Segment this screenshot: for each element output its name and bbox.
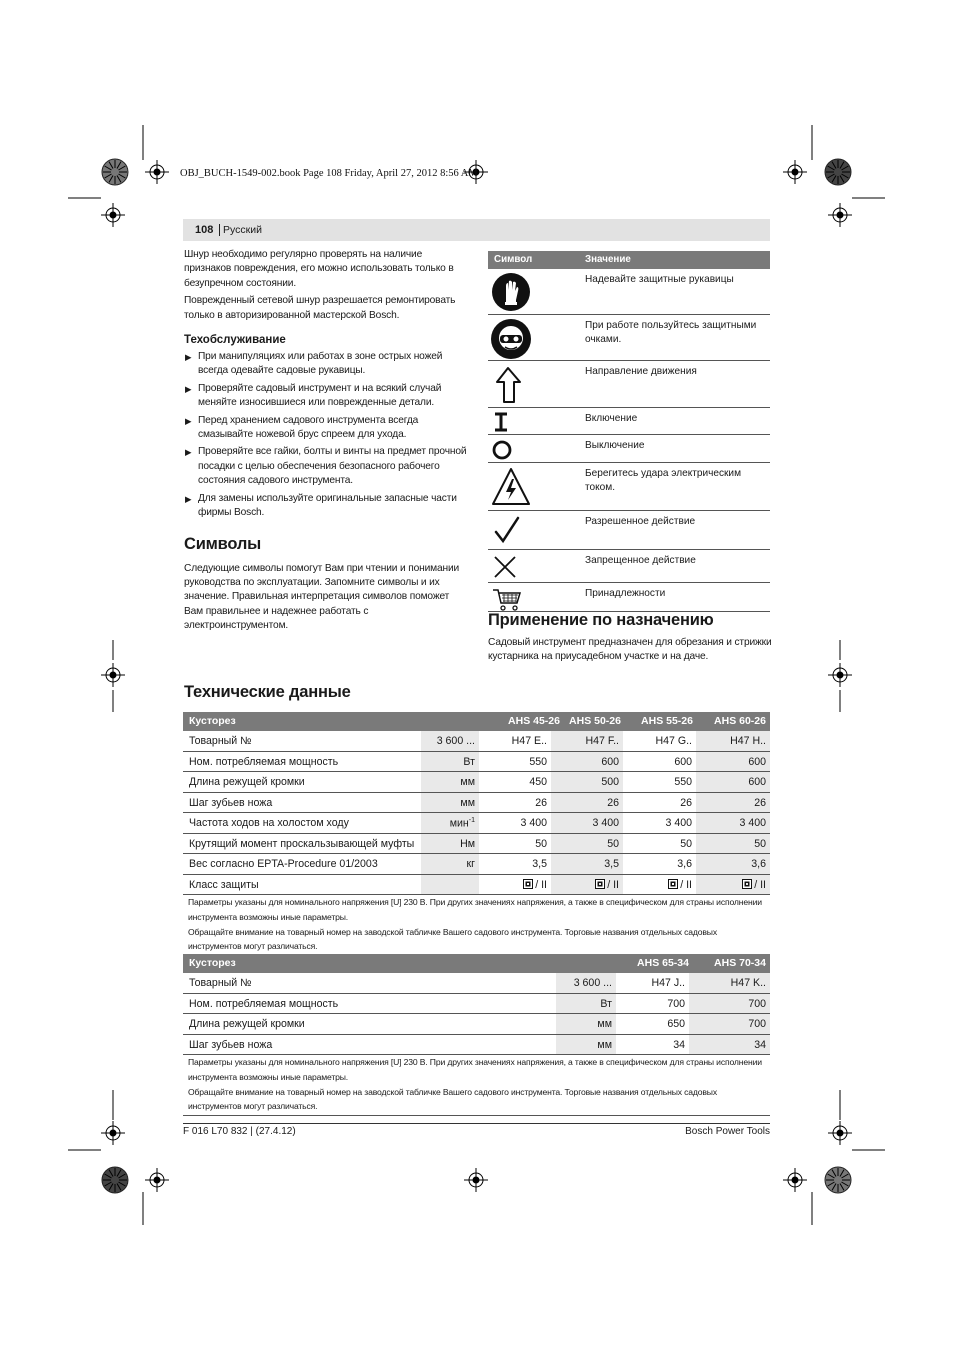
value-cell bbox=[689, 994, 770, 1014]
electric-shock-warning-icon bbox=[490, 466, 532, 513]
symbol-meaning: Надевайте защитные рукавицы bbox=[585, 274, 734, 285]
value-cell bbox=[623, 752, 696, 772]
symbol-row bbox=[488, 511, 770, 550]
unit-text bbox=[460, 838, 475, 850]
row-label: Шаг зубьев ножа bbox=[189, 1038, 273, 1051]
language-label: Русский bbox=[219, 224, 262, 236]
symbol-row bbox=[488, 435, 770, 463]
cell-value bbox=[674, 776, 692, 788]
value-text: 550 bbox=[674, 776, 692, 788]
table-row bbox=[183, 772, 770, 793]
unit-value: 3 600 ... bbox=[436, 735, 475, 747]
symbol-row bbox=[488, 269, 770, 315]
tech-data-heading: Технические данные bbox=[184, 683, 351, 701]
value-cell bbox=[696, 731, 770, 751]
left-column bbox=[184, 248, 469, 634]
value-text: H47 F.. bbox=[585, 735, 619, 747]
cell-value bbox=[607, 797, 619, 809]
cell-value bbox=[532, 858, 547, 870]
unit-value: кг bbox=[466, 858, 475, 870]
value-cell bbox=[551, 875, 623, 895]
cross-icon bbox=[490, 553, 520, 586]
table-row bbox=[183, 752, 770, 773]
value-text: 700 bbox=[748, 1018, 766, 1030]
value-cell bbox=[623, 793, 696, 813]
cell-value bbox=[520, 817, 547, 829]
cell-value bbox=[535, 797, 547, 809]
value-cell bbox=[551, 772, 623, 792]
value-cell bbox=[616, 1014, 689, 1034]
unit-text bbox=[463, 756, 475, 768]
cell-value bbox=[674, 756, 692, 768]
value-cell bbox=[689, 1014, 770, 1034]
value-text: 26 bbox=[535, 796, 547, 809]
unit-value: Нм bbox=[460, 837, 475, 850]
gloves-icon bbox=[490, 272, 532, 317]
value-text: 3 400 bbox=[665, 817, 692, 829]
cell-value bbox=[754, 838, 766, 850]
symbols-paragraph: Следующие символы помогут Вам при чтении и понимании руководства по эксплуатации. Запомните символы и их значение. Правильная интерпретация символов поможет Вам правильнее и надежнее работать с электроинструментом. bbox=[184, 562, 460, 632]
footer-left: F 016 L70 832 | (27.4.12) bbox=[183, 1126, 296, 1137]
unit-value: 3 600 ... bbox=[573, 977, 612, 989]
cell-value bbox=[748, 756, 766, 768]
cell-value bbox=[667, 998, 685, 1010]
value-text: 34 bbox=[673, 1038, 685, 1051]
cell-value bbox=[677, 858, 692, 870]
protection-class-icon bbox=[742, 879, 752, 889]
cell-value bbox=[739, 817, 766, 829]
value-text: H47 E.. bbox=[511, 735, 547, 747]
value-cell bbox=[616, 994, 689, 1014]
table-row bbox=[183, 875, 770, 896]
cell-value bbox=[731, 977, 766, 989]
cell-value bbox=[529, 776, 547, 788]
value-cell bbox=[479, 752, 551, 772]
list-item: ▶ При манипуляциях или работах в зоне острых ножей всегда одевайте садовые рукавицы. bbox=[184, 350, 469, 379]
symbol-meaning: Включение bbox=[585, 413, 638, 424]
cell-value bbox=[742, 879, 766, 891]
cell-value bbox=[748, 1018, 766, 1030]
unit-superscript: -1 bbox=[468, 817, 475, 824]
value-text: 600 bbox=[601, 755, 619, 768]
value-cell bbox=[623, 731, 696, 751]
unit-cell bbox=[556, 1035, 616, 1055]
unit-cell bbox=[421, 752, 479, 772]
value-text: 50 bbox=[754, 837, 766, 850]
unit-text bbox=[574, 977, 612, 989]
value-cell bbox=[623, 854, 696, 874]
unit-cell bbox=[556, 973, 616, 993]
cell-value bbox=[512, 735, 547, 747]
value-cell bbox=[551, 731, 623, 751]
intended-use-section bbox=[488, 611, 773, 665]
value-text: 26 bbox=[680, 796, 692, 809]
value-cell bbox=[479, 834, 551, 854]
symbol-table bbox=[488, 251, 770, 612]
value-cell bbox=[479, 854, 551, 874]
unit-value: мм bbox=[597, 1018, 612, 1030]
value-cell bbox=[551, 752, 623, 772]
unit-cell bbox=[421, 731, 479, 751]
protection-class-icon bbox=[668, 879, 678, 889]
protection-class-icon bbox=[523, 879, 533, 889]
unit-cell bbox=[556, 1014, 616, 1034]
book-info-line: OBJ_BUCH-1549-002.book Page 108 Friday, April 27, 2012 8:56 AM bbox=[180, 168, 478, 179]
cell-value bbox=[601, 756, 619, 768]
unit-value: мм bbox=[460, 776, 475, 788]
cell-value bbox=[523, 879, 547, 891]
table-note: Параметры указаны для номинального напряжения [U] 230 В. При других значениях напряжения, а также в специфическом для страны исполнении инструмента возможны иные параметры. bbox=[188, 1057, 762, 1082]
value-text: 50 bbox=[607, 837, 619, 850]
page-number: 108 bbox=[195, 224, 214, 236]
value-text: 550 bbox=[529, 755, 547, 768]
cell-value bbox=[655, 735, 692, 747]
value-text: 3 400 bbox=[592, 817, 619, 829]
symbol-meaning: Разрешенное действие bbox=[585, 516, 696, 527]
value-cell bbox=[696, 834, 770, 854]
row-label: Частота ходов на холостом ходу bbox=[189, 817, 349, 829]
cell-value bbox=[754, 797, 766, 809]
value-text: H47 G.. bbox=[655, 735, 692, 747]
table-row bbox=[183, 1035, 770, 1056]
cell-value bbox=[751, 858, 766, 870]
value-cell bbox=[696, 813, 770, 833]
cell-value bbox=[680, 797, 692, 809]
cell-value bbox=[730, 735, 766, 747]
unit-cell bbox=[421, 834, 479, 854]
row-label: Ном. потребляемая мощность bbox=[189, 755, 339, 768]
table-row bbox=[183, 994, 770, 1015]
intended-use-heading: Применение по назначению bbox=[488, 611, 714, 629]
goggles-icon bbox=[490, 318, 532, 365]
value-cell bbox=[551, 854, 623, 874]
unit-cell bbox=[421, 793, 479, 813]
cell-value bbox=[754, 1039, 766, 1051]
value-cell bbox=[479, 772, 551, 792]
maintenance-heading: Техобслуживание bbox=[184, 334, 286, 347]
row-label: Товарный № bbox=[189, 977, 252, 989]
cell-value bbox=[667, 1018, 685, 1030]
value-text: 500 bbox=[601, 776, 619, 788]
footer-rule bbox=[183, 1123, 770, 1124]
symbol-row bbox=[488, 361, 770, 408]
value-cell bbox=[689, 973, 770, 993]
table-row bbox=[183, 793, 770, 814]
unit-cell bbox=[421, 813, 479, 833]
value-text: 650 bbox=[667, 1018, 685, 1030]
value-cell bbox=[696, 752, 770, 772]
table-row bbox=[183, 731, 770, 752]
intro-paragraph-1: Шнур необходимо регулярно проверять на наличие признаков повреждения, его можно использовать только в безупречном состоянии. bbox=[184, 249, 454, 289]
value-cell bbox=[551, 834, 623, 854]
unit-text bbox=[460, 776, 475, 788]
value-text: H47 J.. bbox=[651, 977, 685, 989]
value-cell bbox=[696, 854, 770, 874]
row-label: Длина режущей кромки bbox=[189, 1018, 305, 1030]
symbol-meaning: Берегитесь удара электрическим током. bbox=[585, 468, 742, 494]
unit-cell bbox=[421, 772, 479, 792]
tech-table-1 bbox=[183, 712, 770, 956]
value-cell bbox=[696, 772, 770, 792]
unit-cell bbox=[421, 875, 479, 895]
cell-value bbox=[748, 998, 766, 1010]
unit-text bbox=[597, 1039, 612, 1051]
model-header: AHS 50-26 bbox=[569, 715, 621, 727]
check-mark-icon bbox=[490, 514, 524, 551]
value-cell bbox=[616, 973, 689, 993]
table-row bbox=[183, 834, 770, 855]
cell-value bbox=[748, 776, 766, 788]
model-header: AHS 65-34 bbox=[637, 957, 689, 969]
symbol-meaning: Запрещенное действие bbox=[585, 555, 696, 566]
unit-value: мм bbox=[597, 1038, 612, 1051]
unit-value: Вт bbox=[600, 997, 612, 1010]
value-text: 26 bbox=[754, 796, 766, 809]
table-note: Параметры указаны для номинального напряжения [U] 230 В. При других значениях напряжения, а также в специфическом для страны исполнении инструмента возможны иные параметры. bbox=[188, 897, 762, 922]
value-text: 3,6 bbox=[677, 858, 692, 870]
value-text: 3,6 bbox=[751, 858, 766, 870]
meaning-column-header: Значение bbox=[585, 254, 631, 265]
value-text: / II bbox=[607, 878, 619, 891]
symbol-meaning: Принадлежности bbox=[585, 588, 666, 599]
symbol-row bbox=[488, 583, 770, 612]
footer-right: Bosch Power Tools bbox=[685, 1126, 770, 1137]
arrow-up-icon bbox=[490, 364, 530, 411]
cell-value bbox=[601, 776, 619, 788]
symbol-column-header: Символ bbox=[494, 254, 533, 265]
tech-table-header bbox=[183, 954, 770, 973]
unit-text bbox=[460, 797, 475, 809]
symbol-row bbox=[488, 550, 770, 583]
value-text: 600 bbox=[674, 755, 692, 768]
symbol-meaning: Выключение bbox=[585, 440, 645, 451]
row-label: Крутящий момент проскальзывающей муфты bbox=[189, 837, 415, 850]
value-cell bbox=[623, 772, 696, 792]
cell-value bbox=[651, 977, 685, 989]
table-row bbox=[183, 1014, 770, 1035]
row-label: Вес согласно EPTA-Procedure 01/2003 bbox=[189, 858, 378, 870]
value-cell bbox=[616, 1035, 689, 1055]
value-text: 50 bbox=[535, 837, 547, 850]
symbol-row bbox=[488, 315, 770, 361]
model-header: AHS 45-26 bbox=[508, 715, 560, 727]
value-cell bbox=[623, 834, 696, 854]
row-label: Длина режущей кромки bbox=[189, 776, 305, 788]
unit-cell bbox=[556, 994, 616, 1014]
value-text: 3 400 bbox=[520, 817, 547, 829]
value-text: 3,5 bbox=[604, 858, 619, 870]
product-type-header: Кусторез bbox=[189, 957, 236, 969]
row-label: Класс защиты bbox=[189, 878, 259, 891]
value-text: 700 bbox=[667, 997, 685, 1010]
value-text: 3 400 bbox=[739, 817, 766, 829]
list-item: ▶ Проверяйте садовый инструмент и на всякий случай меняйте износившиеся или поврежденные детали. bbox=[184, 382, 469, 411]
list-item: ▶ Для замены используйте оригинальные запасные части фирмы Bosch. bbox=[184, 492, 469, 521]
cell-value bbox=[585, 735, 619, 747]
value-cell bbox=[551, 813, 623, 833]
value-cell bbox=[696, 875, 770, 895]
cell-value bbox=[673, 1039, 685, 1051]
cell-value bbox=[592, 817, 619, 829]
value-text: H47 H.. bbox=[730, 735, 766, 747]
list-item: ▶ Перед хранением садового инструмента всегда смазывайте ножевой брус спреем для ухода. bbox=[184, 414, 469, 443]
table-row bbox=[183, 854, 770, 875]
value-text: 34 bbox=[754, 1038, 766, 1051]
model-header: AHS 55-26 bbox=[641, 715, 693, 727]
value-cell bbox=[623, 875, 696, 895]
value-text: / II bbox=[535, 878, 547, 891]
value-cell bbox=[479, 731, 551, 751]
symbol-row bbox=[488, 408, 770, 435]
symbol-table-header bbox=[488, 251, 770, 269]
value-text: 450 bbox=[529, 776, 547, 788]
value-cell bbox=[696, 793, 770, 813]
table-note: Обращайте внимание на товарный номер на заводской табличке Вашего садового инструмента. Торговые названия отдельных садовых инструментов могут различаться. bbox=[183, 925, 770, 957]
cell-value bbox=[607, 838, 619, 850]
cell-value bbox=[604, 858, 619, 870]
cell-value bbox=[529, 756, 547, 768]
page-header-bar bbox=[183, 219, 770, 241]
row-label: Товарный № bbox=[189, 735, 252, 747]
model-header: AHS 70-34 bbox=[714, 957, 766, 969]
symbol-meaning: Направление движения bbox=[585, 366, 697, 377]
tech-table-2 bbox=[183, 954, 770, 1116]
value-cell bbox=[551, 793, 623, 813]
value-text: 600 bbox=[748, 755, 766, 768]
unit-text bbox=[437, 735, 475, 747]
value-text: H47 K.. bbox=[730, 977, 766, 989]
value-text: 700 bbox=[748, 997, 766, 1010]
model-header: AHS 60-26 bbox=[714, 715, 766, 727]
symbol-row bbox=[488, 463, 770, 511]
table-row bbox=[183, 813, 770, 834]
intended-use-paragraph: Садовый инструмент предназначен для обрезания и стрижки кустарника на приусадебном участке и на даче. bbox=[488, 637, 772, 663]
value-text: 600 bbox=[748, 776, 766, 788]
unit-text bbox=[450, 817, 475, 830]
unit-cell bbox=[421, 854, 479, 874]
cell-value bbox=[595, 879, 619, 891]
value-cell bbox=[479, 813, 551, 833]
maintenance-list bbox=[184, 350, 469, 520]
value-cell bbox=[479, 875, 551, 895]
value-text: 3,5 bbox=[532, 858, 547, 870]
product-type-header: Кусторез bbox=[189, 715, 236, 727]
list-item: ▶ Проверяйте все гайки, болты и винты на предмет прочной посадки с целью обеспечения безопасного рабочего состояния садового инструмента. bbox=[184, 445, 469, 488]
value-text: 26 bbox=[607, 796, 619, 809]
cell-value bbox=[535, 838, 547, 850]
unit-text bbox=[600, 998, 612, 1010]
row-label: Ном. потребляемая мощность bbox=[189, 997, 339, 1010]
value-cell bbox=[689, 1035, 770, 1055]
protection-class-icon bbox=[595, 879, 605, 889]
cell-value bbox=[665, 817, 692, 829]
unit-value: мин bbox=[449, 817, 469, 830]
cell-value bbox=[680, 838, 692, 850]
unit-value: Вт bbox=[463, 755, 475, 768]
value-text: / II bbox=[754, 878, 766, 891]
intro-paragraph-2: Поврежденный сетевой шнур разрешается ремонтировать только в авторизированной мастерской Bosch. bbox=[184, 295, 456, 321]
value-cell bbox=[479, 793, 551, 813]
tech-table-header bbox=[183, 712, 770, 731]
cell-value bbox=[668, 879, 692, 891]
row-label: Шаг зубьев ножа bbox=[189, 796, 273, 809]
symbols-heading: Символы bbox=[184, 534, 262, 553]
value-text: 50 bbox=[680, 837, 692, 850]
table-row bbox=[183, 973, 770, 994]
unit-value: мм bbox=[460, 796, 475, 809]
value-text: / II bbox=[680, 878, 692, 891]
value-cell bbox=[623, 813, 696, 833]
unit-text bbox=[467, 858, 476, 870]
table-note: Обращайте внимание на товарный номер на заводской табличке Вашего садового инструмента. Торговые названия отдельных садовых инструментов могут различаться. bbox=[183, 1085, 770, 1117]
unit-text bbox=[597, 1018, 612, 1030]
symbol-meaning: При работе пользуйтесь защитными очками. bbox=[585, 320, 757, 346]
